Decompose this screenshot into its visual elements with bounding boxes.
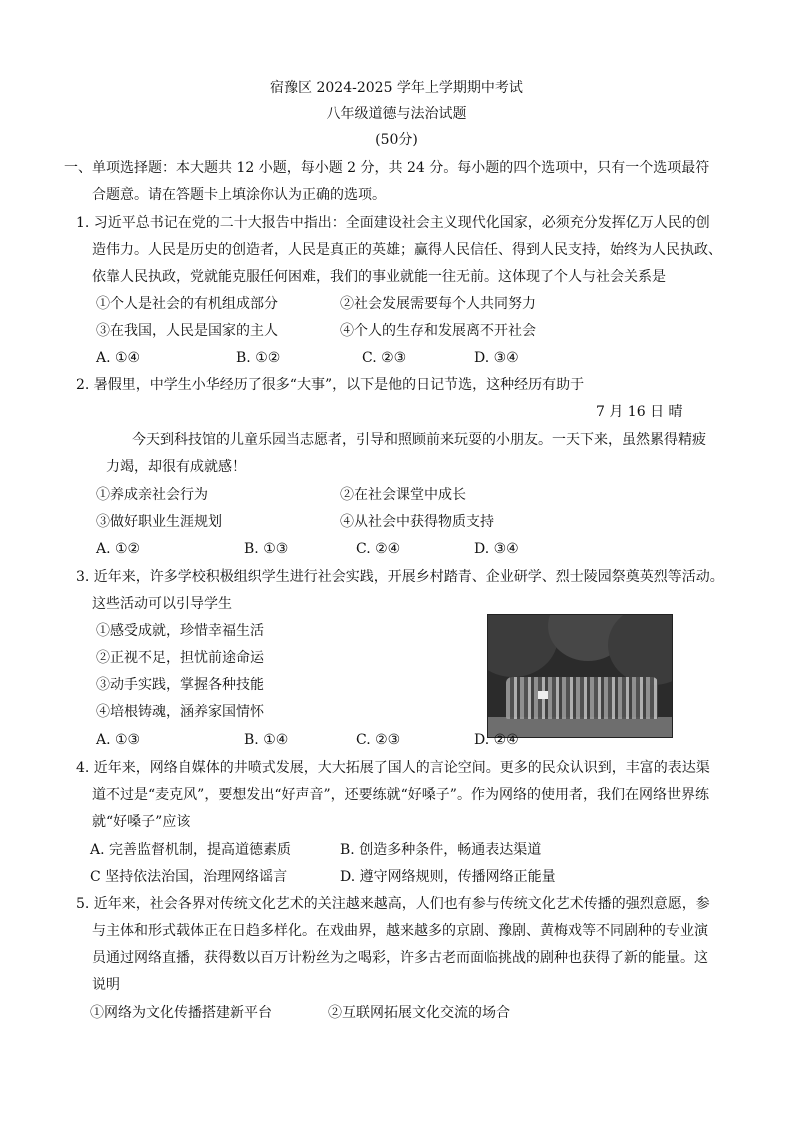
section-instructions-line-1: 一、单项选择题：本大题共 12 小题，每小题 2 分，共 24 分。每小题的四个选项中，只有一个选项最符 <box>64 160 710 176</box>
q2-option-a: A. ①② <box>96 541 141 557</box>
q1-statement-3: ③在我国，人民是国家的主人 <box>96 323 278 339</box>
q5-stem-line-1: 5. 近年来，社会各界对传统文化艺术的关注越来越高，人们也有参与传统文化艺术传播的强烈意愿，参 <box>76 896 710 912</box>
q3-option-b: B. ①④ <box>244 732 289 748</box>
q2-option-d: D. ③④ <box>474 541 519 557</box>
q5-stem-line-2: 与主体和形式载体正在日趋多样化。在戏曲界，越来越多的京剧、豫剧、黄梅戏等不同剧种的专业演 <box>92 923 708 939</box>
q5-statement-1: ①网络为文化传播搭建新平台 <box>90 1005 272 1021</box>
q1-statement-2: ②社会发展需要每个人共同努力 <box>340 296 536 312</box>
q3-statement-4: ④培根铸魂，涵养家国情怀 <box>96 704 264 720</box>
q3-statement-2: ②正视不足，担忧前途命运 <box>96 650 264 666</box>
q4-stem-line-1: 4. 近年来，网络自媒体的井喷式发展，大大拓展了国人的言论空间。更多的民众认识到，丰富的表达渠 <box>76 760 710 776</box>
q2-diary-date: 7 月 16 日 晴 <box>596 404 683 420</box>
q4-option-c: C 坚持依法治国，治理网络谣言 <box>90 869 288 885</box>
exam-title: 宿豫区 2024-2025 学年上学期期中考试 <box>270 80 523 96</box>
q5-stem-line-4: 说明 <box>92 977 120 993</box>
q1-option-a: A. ①④ <box>96 350 141 366</box>
section-instructions-line-2: 合题意。请在答题卡上填涂你认为正确的选项。 <box>92 187 386 203</box>
q4-option-a: A. 完善监督机制，提高道德素质 <box>90 842 292 858</box>
q3-statement-3: ③动手实践，掌握各种技能 <box>96 677 264 693</box>
q3-stem-line-1: 3. 近年来，许多学校积极组织学生进行社会实践，开展乡村踏青、企业研学、烈士陵园祭奠英烈等活动。 <box>76 569 724 585</box>
q2-statement-2: ②在社会课堂中成长 <box>340 487 466 503</box>
q2-diary-line-2: 力竭，却很有成就感！ <box>106 459 246 475</box>
q1-stem-line-1: 1. 习近平总书记在党的二十大报告中指出：全面建设社会主义现代化国家，必须充分发挥亿万人民的创 <box>76 215 710 231</box>
q3-stem-line-2: 这些活动可以引导学生 <box>92 596 232 612</box>
q1-stem-line-3: 依靠人民执政，党就能克服任何困难，我们的事业就能一往无前。这体现了个人与社会关系是 <box>92 269 666 285</box>
q1-stem-line-2: 造伟力。人民是历史的创造者，人民是真正的英雄；赢得人民信任、得到人民支持，始终为人民执政、 <box>92 242 722 258</box>
q5-stem-line-3: 员通过网络直播，获得数以百万计粉丝为之喝彩，许多古老而面临挑战的剧种也获得了新的能量。这 <box>92 950 708 966</box>
q1-option-d: D. ③④ <box>474 350 519 366</box>
q4-stem-line-3: 就“好嗓子”应该 <box>92 814 191 830</box>
q4-option-b: B. 创造多种条件，畅通表达渠道 <box>340 842 542 858</box>
q3-option-d: D. ②④ <box>474 732 519 748</box>
q2-statement-4: ④从社会中获得物质支持 <box>340 514 494 530</box>
q3-statement-1: ①感受成就，珍惜幸福生活 <box>96 623 264 639</box>
q2-option-b: B. ①③ <box>244 541 289 557</box>
q1-option-b: B. ①② <box>236 350 281 366</box>
q3-group-photo <box>487 614 673 738</box>
q2-statement-1: ①养成亲社会行为 <box>96 487 208 503</box>
q3-option-c: C. ②③ <box>356 732 401 748</box>
q2-option-c: C. ②④ <box>356 541 401 557</box>
q2-diary-line-1: 今天到科技馆的儿童乐园当志愿者，引导和照顾前来玩耍的小朋友。一天下来，虽然累得精疲 <box>132 432 706 448</box>
q4-stem-line-2: 道不过是“麦克风”，要想发出“好声音”，还要练就“好嗓子”。作为网络的使用者，我们在网络世界练 <box>92 787 709 803</box>
q1-option-c: C. ②③ <box>362 350 407 366</box>
q1-statement-1: ①个人是社会的有机组成部分 <box>96 296 278 312</box>
q4-option-d: D. 遵守网络规则，传播网络正能量 <box>340 869 556 885</box>
q2-statement-3: ③做好职业生涯规划 <box>96 514 222 530</box>
exam-subtitle: 八年级道德与法治试题 <box>326 106 467 122</box>
q5-statement-2: ②互联网拓展文化交流的场合 <box>328 1005 510 1021</box>
exam-total-score: (50分) <box>375 132 418 148</box>
q1-statement-4: ④个人的生存和发展离不开社会 <box>340 323 536 339</box>
q3-option-a: A. ①③ <box>96 732 141 748</box>
q2-stem-line-1: 2. 暑假里，中学生小华经历了很多“大事”，以下是他的日记节选，这种经历有助于 <box>76 377 585 393</box>
